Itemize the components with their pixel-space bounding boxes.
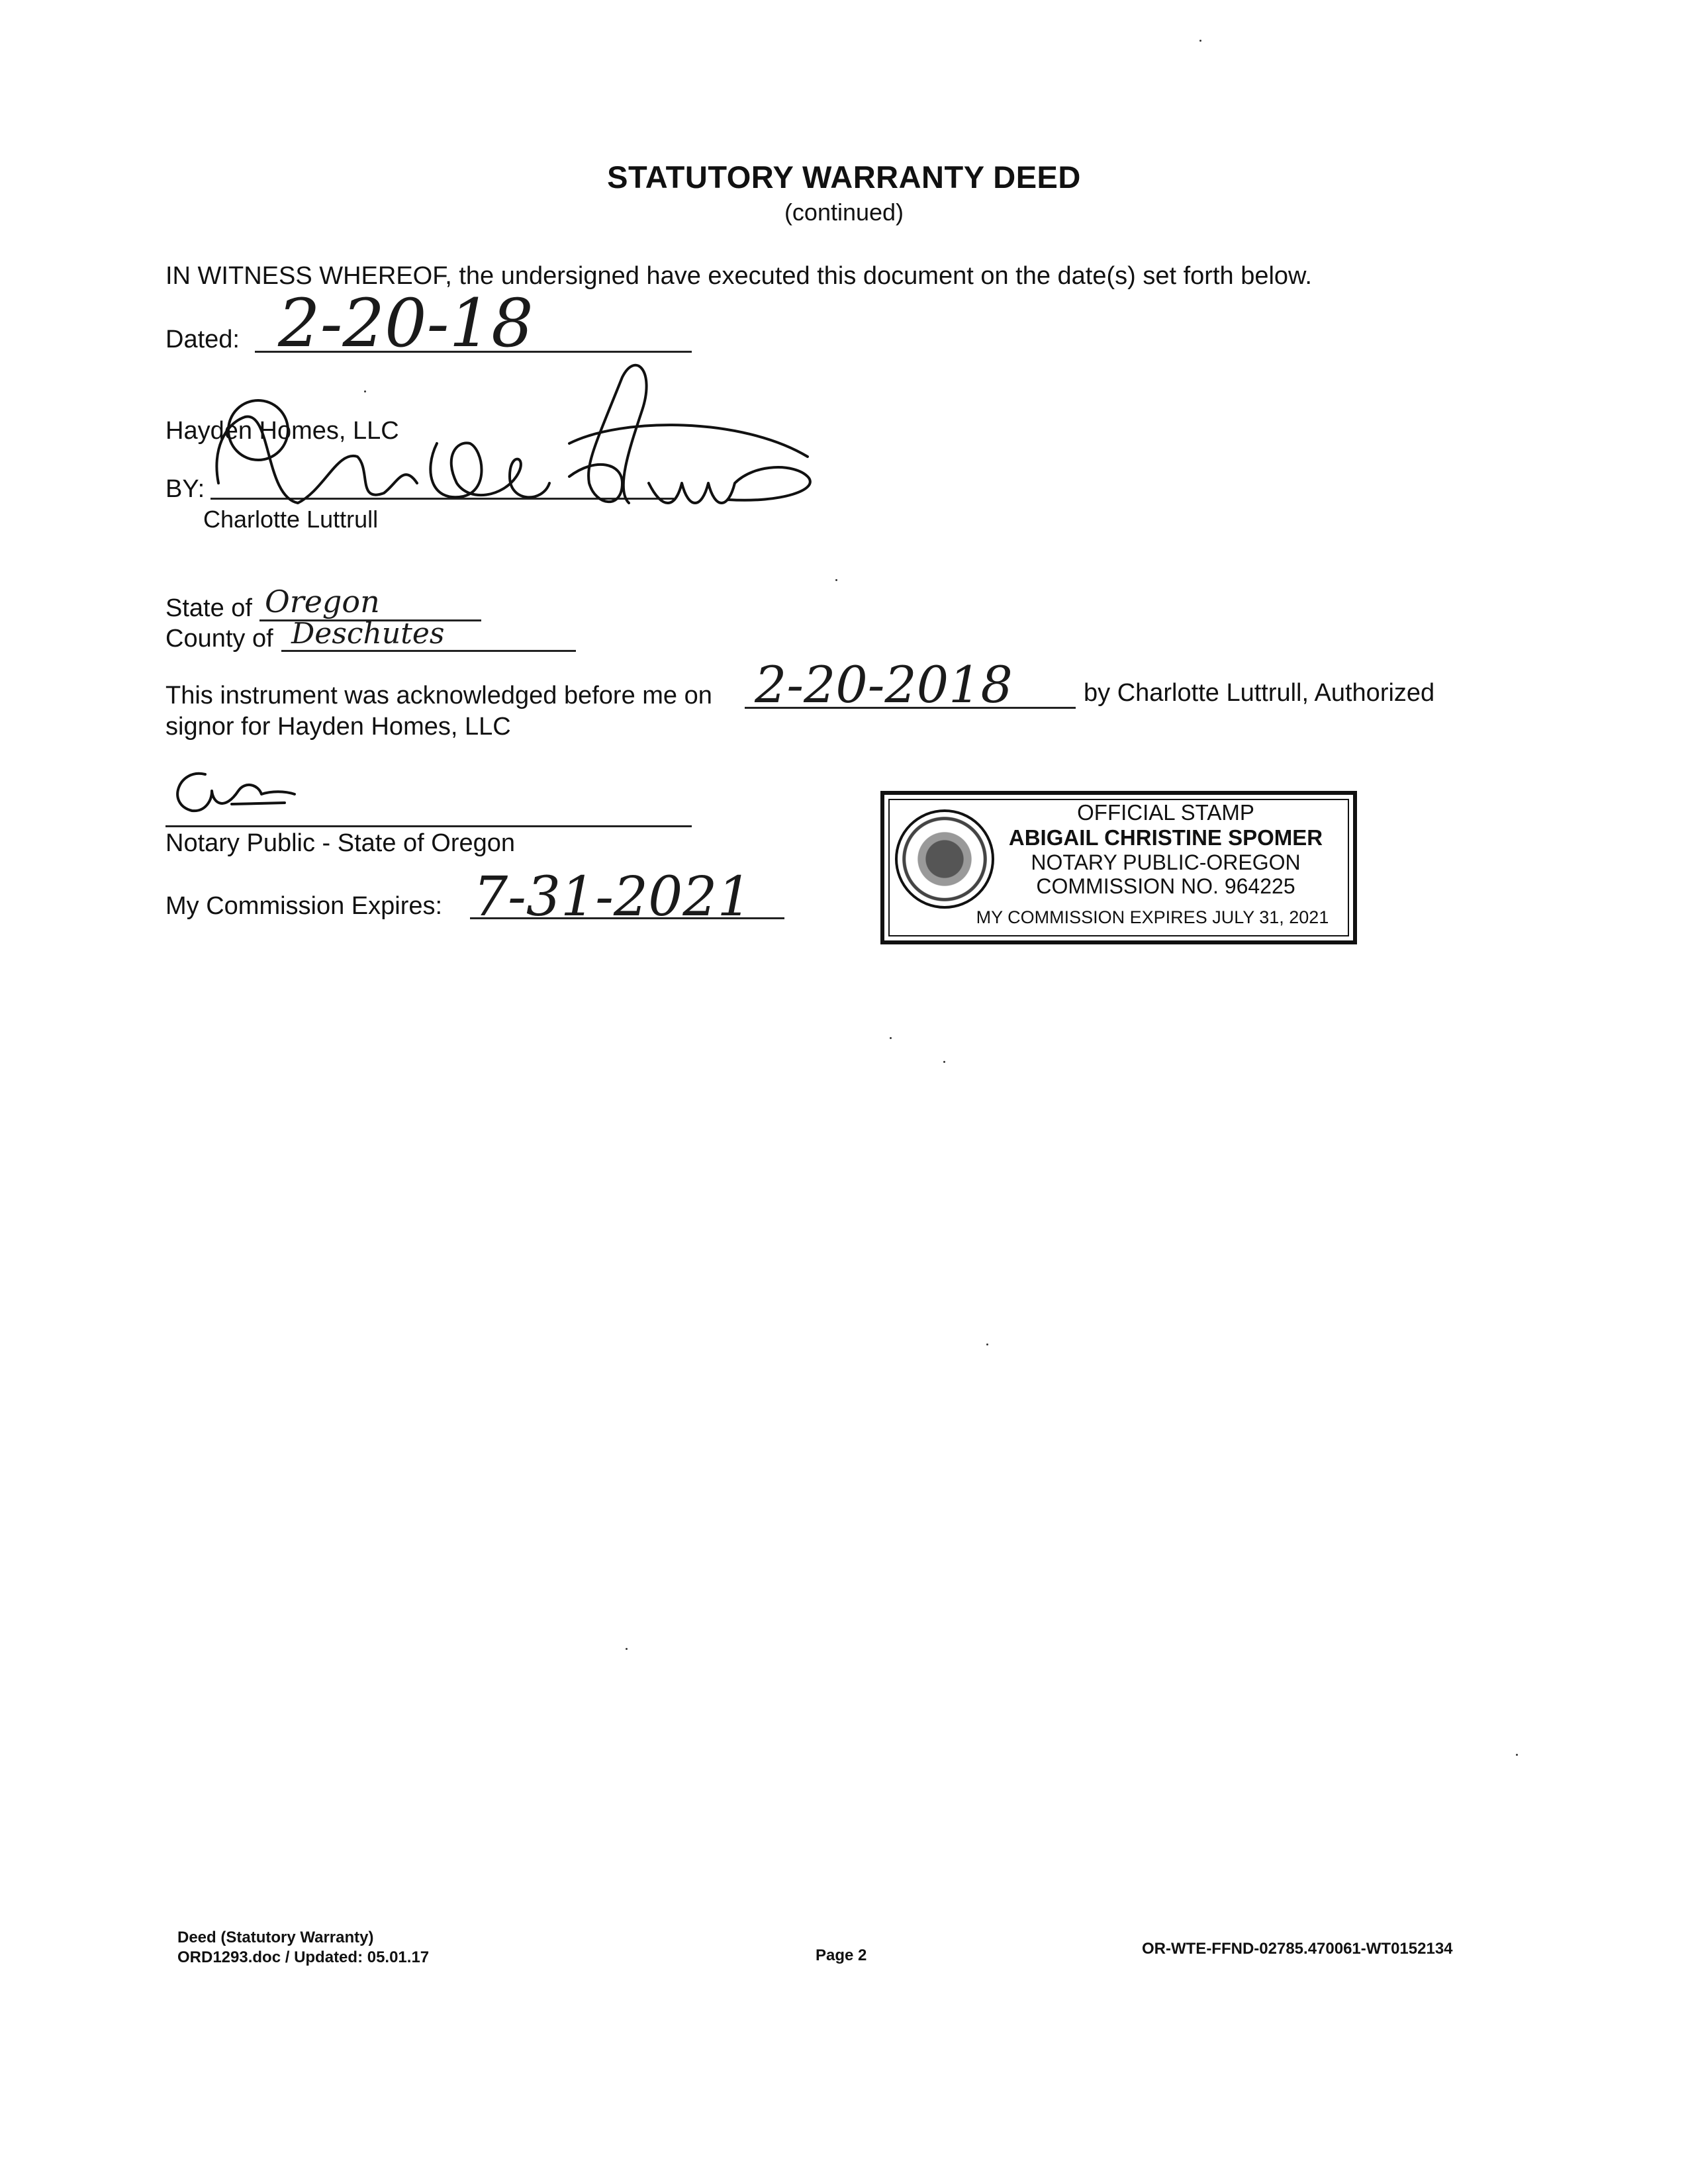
footer-form-version: ORD1293.doc / Updated: 05.01.17: [177, 1948, 430, 1966]
dated-label: Dated:: [165, 326, 240, 353]
scan-speck: [364, 390, 366, 392]
document-subtitle: (continued): [784, 199, 904, 226]
acknowledgment-prefix: This instrument was acknowledged before me on: [165, 682, 712, 709]
scan-speck: [890, 1037, 892, 1039]
official-notary-stamp: [880, 791, 1357, 944]
by-label: BY:: [165, 475, 205, 503]
county-handwritten-value: Deschutes: [291, 617, 445, 651]
stamp-line-4: COMMISSION NO. 964225: [1036, 874, 1295, 898]
company-name: Hayden Homes, LLC: [165, 417, 399, 445]
document-title: STATUTORY WARRANTY DEED: [607, 159, 1081, 195]
notary-signature-line: [165, 825, 692, 827]
footer-page-number: Page 2: [816, 1946, 867, 1964]
stamp-line-2: ABIGAIL CHRISTINE SPOMER: [1008, 825, 1323, 850]
scan-speck: [1199, 40, 1201, 42]
acknowledgment-line2: signor for Hayden Homes, LLC: [165, 713, 511, 741]
stamp-line-1: OFFICIAL STAMP: [1077, 800, 1254, 825]
signature-image: [199, 351, 834, 523]
county-label: County of: [165, 625, 273, 653]
footer-form-name: Deed (Statutory Warranty): [177, 1929, 374, 1946]
footer-reference-number: OR-WTE-FFND-02785.470061-WT0152134: [1142, 1940, 1453, 1958]
state-label: State of: [165, 594, 252, 622]
signatory-name: Charlotte Luttrull: [203, 506, 379, 533]
state-handwritten-value: Oregon: [265, 584, 380, 619]
notary-signature-image: [165, 764, 298, 817]
scan-speck: [1516, 1754, 1518, 1756]
stamp-line-5: MY COMMISSION EXPIRES JULY 31, 2021: [976, 907, 1329, 927]
scan-speck: [986, 1343, 988, 1345]
notary-title: Notary Public - State of Oregon: [165, 829, 516, 857]
stamp-line-3: NOTARY PUBLIC-OREGON: [1031, 850, 1301, 874]
scan-speck: [943, 1061, 945, 1063]
witness-statement: IN WITNESS WHEREOF, the undersigned have executed this document on the date(s) set forth below.: [165, 262, 1312, 290]
dated-handwritten-value: 2-20-18: [278, 285, 534, 362]
commission-expires-label: My Commission Expires:: [165, 892, 443, 920]
scan-speck: [835, 579, 837, 581]
oregon-state-seal-icon: [895, 809, 994, 909]
acknowledgment-handwritten-date: 2-20-2018: [755, 655, 1013, 714]
scan-speck: [626, 1648, 628, 1650]
commission-expires-handwritten-value: 7-31-2021: [473, 866, 752, 929]
acknowledgment-suffix: by Charlotte Luttrull, Authorized: [1084, 679, 1435, 707]
